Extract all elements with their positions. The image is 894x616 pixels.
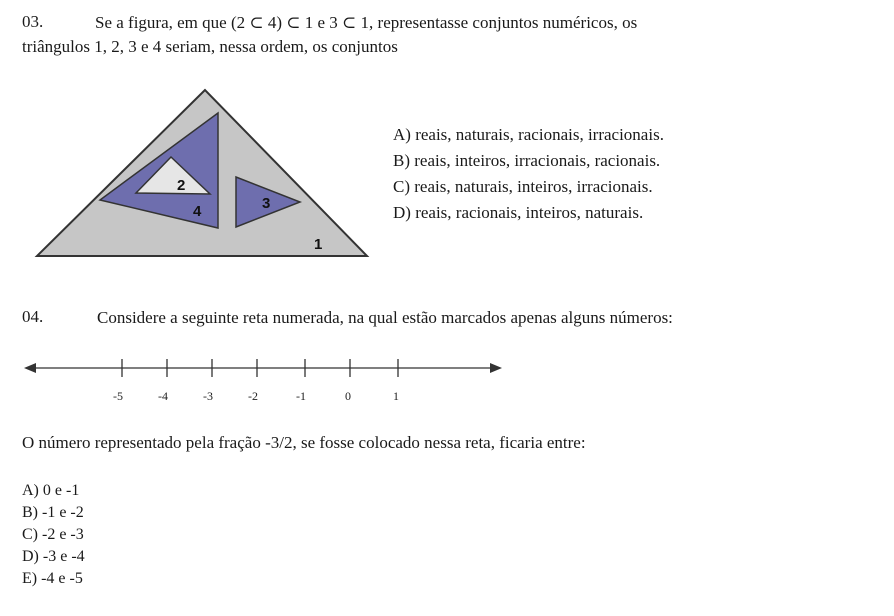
right-arrow-icon [490,363,502,373]
question-04-text: Considere a seguinte reta numerada, na qual estão marcados apenas alguns números: [97,308,673,327]
tick-label-minus-1: -1 [296,389,306,403]
q04-option-e: E) -4 e -5 [22,570,83,587]
triangle-4-label: 4 [193,203,202,220]
tick-label-1: 1 [393,389,399,403]
triangle-2-label: 2 [177,177,186,194]
tick-label-minus-5: -5 [113,389,123,403]
q04-option-c: C) -2 e -3 [22,526,84,543]
question-03-text-line1: Se a figura, em que (2 ⊂ 4) ⊂ 1 e 3 ⊂ 1, representasse conjuntos numéricos, os [95,13,638,32]
tick-label-0: 0 [345,389,351,403]
q03-option-d: D) reais, racionais, inteiros, naturais. [393,203,644,222]
tick-label-minus-2: -2 [248,389,258,403]
triangle-3-label: 3 [262,195,271,212]
q04-option-b: B) -1 e -2 [22,504,84,521]
number-line [24,359,502,377]
q04-option-d: D) -3 e -4 [22,548,85,565]
question-04-prompt: O número representado pela fração -3/2, se fosse colocado nessa reta, ficaria entre: [22,433,586,452]
question-04-number: 04. [22,307,44,326]
q03-option-c: C) reais, naturais, inteiros, irracionais. [393,177,653,196]
triangle-1-label: 1 [314,236,323,253]
tick-label-minus-3: -3 [203,389,213,403]
left-arrow-icon [24,363,36,373]
q04-option-a: A) 0 e -1 [22,482,80,499]
q03-option-b: B) reais, inteiros, irracionais, racionais. [393,151,661,170]
q03-option-a: A) reais, naturais, racionais, irracionais. [393,125,664,144]
tick-label-minus-4: -4 [158,389,168,403]
question-03-text-line2: triângulos 1, 2, 3 e 4 seriam, nessa ordem, os conjuntos [22,37,398,56]
question-03-number: 03. [22,12,44,31]
